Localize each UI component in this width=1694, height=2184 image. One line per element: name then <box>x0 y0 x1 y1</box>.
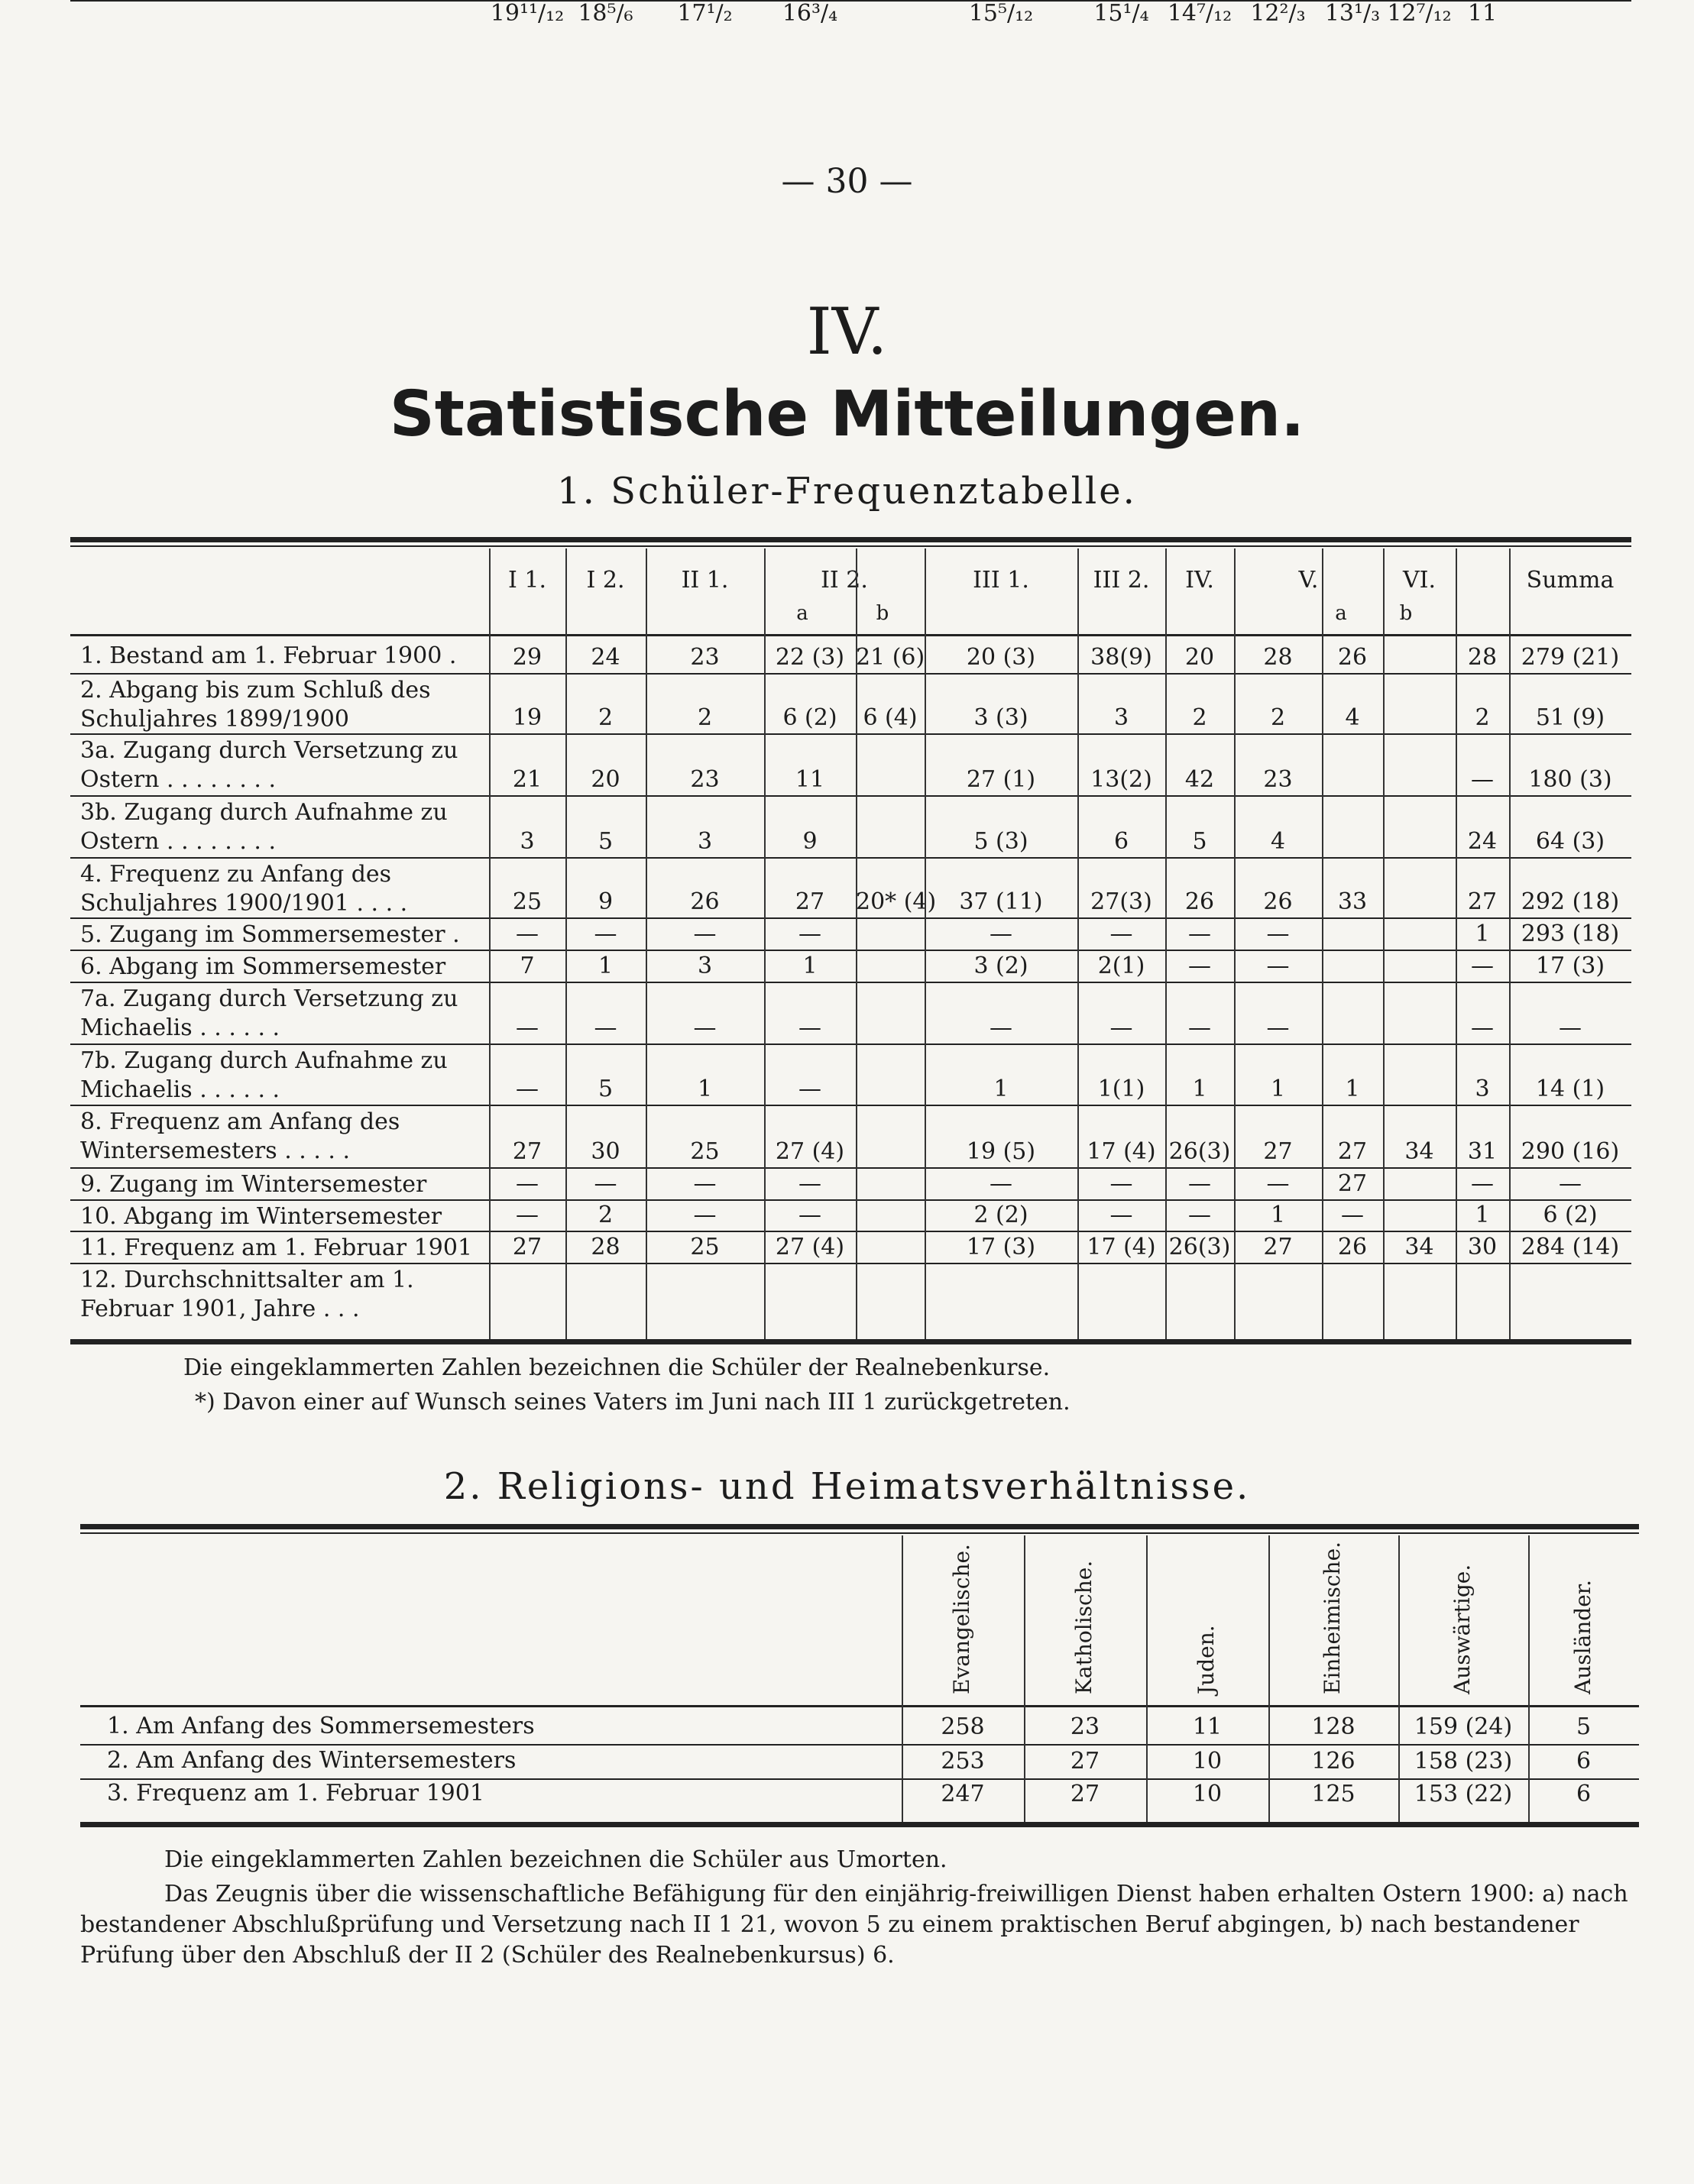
table-cell: — <box>1188 1170 1211 1197</box>
row-rule <box>70 1263 1631 1264</box>
table-cell: 11 <box>795 766 825 793</box>
column-divider <box>925 548 926 1339</box>
table-cell: 17 (3) <box>1535 953 1605 979</box>
table-cell: 284 (14) <box>1521 1234 1620 1260</box>
column-divider <box>1398 1535 1400 1822</box>
table-cell: 27 (4) <box>775 1138 845 1165</box>
table-cell: 64 (3) <box>1535 828 1605 855</box>
row-label: 5. Zugang im Sommersemester . <box>80 921 460 948</box>
table-cell: — <box>798 1014 821 1041</box>
table-cell: — <box>516 1170 539 1197</box>
table-cell: 12⁷/₁₂ <box>1387 0 1452 27</box>
table-cell: 11 <box>1192 1713 1223 1740</box>
table-cell: — <box>990 1014 1012 1041</box>
table-cell: 1 <box>1270 1202 1286 1228</box>
table-bottom-rule <box>70 1339 1631 1344</box>
table-cell: 180 (3) <box>1528 766 1612 793</box>
table-cell: 17 (4) <box>1087 1234 1156 1260</box>
column-divider <box>1024 1535 1025 1822</box>
table-cell: 153 (22) <box>1414 1781 1513 1807</box>
table-cell: 23 <box>1263 766 1293 793</box>
table-cell: 3 (3) <box>973 704 1028 731</box>
column-divider <box>1456 548 1457 1339</box>
table-cell: 1 <box>802 953 818 979</box>
table-cell: — <box>798 1202 821 1228</box>
table-cell: 27 <box>512 1234 543 1260</box>
table-cell: 1 <box>1270 1076 1286 1102</box>
table-cell: 14⁷/₁₂ <box>1167 0 1232 27</box>
sub-header-a: a <box>1335 602 1347 625</box>
table-cell: — <box>1266 953 1290 979</box>
column-header: II 1. <box>681 567 729 594</box>
table-cell: 21 <box>512 766 543 793</box>
row-label: 7a. Zugang durch Versetzung zu Michaelis . . . . . . <box>80 985 458 1041</box>
table-cell: 2 <box>1270 704 1286 731</box>
table-top-rule-2 <box>80 1532 1639 1534</box>
table-cell: 26 <box>1337 1234 1368 1260</box>
table-cell: 26(3) <box>1168 1234 1231 1260</box>
column-divider <box>1509 548 1511 1339</box>
table-cell: 6 <box>1576 1781 1592 1807</box>
table-cell: 37 (11) <box>959 888 1043 915</box>
row-rule <box>70 1231 1631 1232</box>
table-cell: — <box>516 1202 539 1228</box>
table-cell: 3 <box>697 953 713 979</box>
column-divider <box>489 548 491 1339</box>
table-cell: 7 <box>520 953 535 979</box>
row-label: 11. Frequenz am 1. Februar 1901 <box>80 1234 473 1261</box>
table-cell: 24 <box>1467 828 1498 855</box>
table-cell: 3 <box>697 828 713 855</box>
table-cell: 27 <box>1467 888 1498 915</box>
sub-header-b: b <box>876 602 889 625</box>
row-label: 8. Frequenz am Anfang des Wintersemesters . . . . . <box>80 1108 400 1164</box>
table-cell: — <box>693 1170 717 1197</box>
table-cell: 21 (6) <box>856 644 925 671</box>
table-cell: — <box>594 1170 617 1197</box>
table-cell: 1 <box>1345 1076 1360 1102</box>
table-cell: 42 <box>1184 766 1215 793</box>
table-cell: 2(1) <box>1097 953 1145 979</box>
column-divider <box>1077 548 1079 1339</box>
row-rule <box>70 673 1631 675</box>
table-cell: 20* (4) <box>856 888 937 915</box>
column-header: III 2. <box>1093 567 1150 594</box>
table-cell: 27 <box>1337 1138 1368 1165</box>
column-divider <box>646 548 647 1339</box>
table-cell: 2 <box>598 1202 614 1228</box>
header-rule <box>70 634 1631 636</box>
table-cell: 17 (4) <box>1087 1138 1156 1165</box>
table-cell: 16³/₄ <box>782 0 838 27</box>
table-cell: 17¹/₂ <box>677 0 733 27</box>
table-cell: 1 <box>993 1076 1009 1102</box>
table-cell: 18⁵/₆ <box>578 0 633 27</box>
column-header: Auswärtige. <box>1449 1564 1475 1694</box>
table-cell: 6 (4) <box>863 704 918 731</box>
row-label: 10. Abgang im Wintersemester <box>80 1203 442 1230</box>
column-header: Einheimische. <box>1320 1541 1345 1694</box>
table-cell: 6 (2) <box>1543 1202 1598 1228</box>
table-cell: 5 <box>598 828 614 855</box>
row-label: 12. Durchschnittsalter am 1. Februar 1901, Jahre . . . <box>80 1267 414 1322</box>
column-divider <box>764 548 766 1339</box>
table-cell: 3 (2) <box>973 953 1028 979</box>
table-cell: — <box>990 921 1012 947</box>
table-cell: — <box>693 1014 717 1041</box>
table-cell: 34 <box>1404 1138 1434 1165</box>
row-rule <box>70 982 1631 983</box>
table-cell: 26(3) <box>1168 1138 1231 1165</box>
table-cell: 27 <box>795 888 825 915</box>
table-cell: — <box>1188 1202 1211 1228</box>
column-header: V. <box>1298 567 1319 594</box>
table-cell: — <box>990 1170 1012 1197</box>
column-header: I 1. <box>507 567 546 594</box>
row-rule <box>70 0 1631 2</box>
table-cell: — <box>1341 1202 1364 1228</box>
table-cell: — <box>1559 1014 1582 1041</box>
table-cell: 5 <box>1192 828 1207 855</box>
table-cell: — <box>1266 1014 1290 1041</box>
table-cell: 38(9) <box>1090 644 1152 671</box>
table-cell: — <box>516 1076 539 1102</box>
table-cell: 34 <box>1404 1234 1434 1260</box>
table-cell: 1 <box>1475 921 1490 947</box>
table-top-rule-2 <box>70 545 1631 547</box>
table-cell: — <box>1109 1202 1133 1228</box>
table-cell: 3 <box>520 828 535 855</box>
table-cell: 6 (2) <box>782 704 837 731</box>
table-cell: 9 <box>802 828 818 855</box>
column-header: II 2. <box>821 567 868 594</box>
table-cell: — <box>1266 1170 1290 1197</box>
row-label: 4. Frequenz zu Anfang des Schuljahres 1900/1901 . . . . <box>80 861 408 917</box>
table-cell: — <box>693 921 717 947</box>
table-cell: 27 (4) <box>775 1234 845 1260</box>
table-cell: 293 (18) <box>1521 921 1620 947</box>
table-cell: 28 <box>1467 644 1498 671</box>
table-cell: 25 <box>512 888 543 915</box>
row-rule <box>70 1167 1631 1169</box>
page-title: Statistische Mitteilungen. <box>389 378 1305 451</box>
table-cell: — <box>1471 1014 1494 1041</box>
table-cell: 1 <box>1192 1076 1207 1102</box>
column-header: Katholische. <box>1071 1560 1096 1694</box>
table-cell: 20 (3) <box>966 644 1036 671</box>
table-cell: 5 <box>1576 1713 1592 1740</box>
religion-note: Die eingeklammerten Zahlen bezeichnen die Schüler aus Umorten. <box>164 1846 947 1873</box>
table-cell: 290 (16) <box>1521 1138 1620 1165</box>
table-cell: 19¹¹/₁₂ <box>490 0 565 27</box>
table-top-rule <box>80 1524 1639 1529</box>
table-cell: 1(1) <box>1097 1076 1145 1102</box>
table-cell: 33 <box>1337 888 1368 915</box>
table-cell: 4 <box>1345 704 1360 731</box>
table-cell: 24 <box>591 644 620 671</box>
table-cell: 27 (1) <box>966 766 1036 793</box>
table-cell: 258 <box>941 1713 985 1740</box>
table-cell: 2 <box>1475 704 1490 731</box>
table-cell: 17 (3) <box>966 1234 1036 1260</box>
column-header: Evangelische. <box>949 1544 974 1694</box>
table-cell: 6 <box>1113 828 1129 855</box>
table-cell: 31 <box>1467 1138 1498 1165</box>
table-cell: 5 (3) <box>973 828 1028 855</box>
row-rule <box>70 795 1631 797</box>
table-cell: 20 <box>591 766 620 793</box>
table-cell: 23 <box>690 766 720 793</box>
row-label: 9. Zugang im Wintersemester <box>80 1171 427 1198</box>
table-cell: 27 <box>1263 1138 1293 1165</box>
row-label: 3. Frequenz am 1. Februar 1901 <box>107 1780 484 1807</box>
table-cell: 20 <box>1184 644 1215 671</box>
table-cell: 25 <box>690 1234 720 1260</box>
table-cell: 15¹/₄ <box>1093 0 1149 27</box>
table-cell: 13(2) <box>1090 766 1152 793</box>
table-cell: — <box>798 1076 821 1102</box>
table-cell: 253 <box>941 1748 985 1775</box>
table-cell: 19 (5) <box>966 1138 1036 1165</box>
column-divider <box>856 548 857 1339</box>
table-cell: — <box>1109 1014 1133 1041</box>
table-cell: 19 <box>512 704 543 731</box>
table-cell: 3 <box>1113 704 1129 731</box>
table-cell: — <box>594 921 617 947</box>
row-label: 3a. Zugang durch Versetzung zu Ostern . . . . . . . . <box>80 737 458 793</box>
table-cell: 1 <box>697 1076 713 1102</box>
table-cell: 125 <box>1311 1781 1356 1807</box>
table-cell: — <box>1109 1170 1133 1197</box>
frequency-table-title: 1. Schüler-Frequenztabelle. <box>557 470 1137 513</box>
table-cell: 6 <box>1576 1748 1592 1775</box>
table-cell: 128 <box>1311 1713 1356 1740</box>
table-cell: 13¹/₃ <box>1324 0 1381 27</box>
table-cell: 158 (23) <box>1414 1748 1513 1775</box>
table-cell: — <box>516 1014 539 1041</box>
row-rule <box>70 950 1631 951</box>
table-cell: — <box>1188 953 1211 979</box>
table-cell: 30 <box>591 1138 620 1165</box>
table-cell: 279 (21) <box>1521 644 1620 671</box>
table-cell: — <box>798 1170 821 1197</box>
table-cell: — <box>1109 921 1133 947</box>
table-cell: 247 <box>941 1781 985 1807</box>
frequency-note-1: Die eingeklammerten Zahlen bezeichnen die Schüler der Realnebenkurse. <box>183 1354 1051 1381</box>
table-cell: 28 <box>591 1234 620 1260</box>
column-divider <box>1322 548 1323 1339</box>
table-cell: 126 <box>1311 1748 1356 1775</box>
table-cell: — <box>1188 921 1211 947</box>
table-cell: 27(3) <box>1090 888 1152 915</box>
column-header: Ausländer. <box>1569 1579 1595 1694</box>
table-cell: 2 <box>598 704 614 731</box>
table-cell: 23 <box>690 644 720 671</box>
row-rule <box>70 1105 1631 1106</box>
table-cell: 26 <box>1337 644 1368 671</box>
table-cell: — <box>798 921 821 947</box>
row-label: 1. Bestand am 1. Februar 1900 . <box>80 642 457 669</box>
table-cell: 292 (18) <box>1521 888 1620 915</box>
table-cell: 4 <box>1270 828 1286 855</box>
table-cell: 27 <box>512 1138 543 1165</box>
row-label: 2. Am Anfang des Wintersemesters <box>107 1747 517 1774</box>
table-top-rule <box>70 537 1631 542</box>
table-cell: — <box>693 1202 717 1228</box>
row-label: 3b. Zugang durch Aufnahme zu Ostern . . . . . . . . <box>80 799 448 855</box>
table-cell: 11 <box>1467 0 1498 27</box>
table-cell: 159 (24) <box>1414 1713 1513 1740</box>
certificate-paragraph: Das Zeugnis über die wissenschaftliche Befähigung für den einjährig-freiwilligen Dienst haben erhalten Ostern 1900: a) nach bestandener Abschlußprüfung und Versetzung nach II 1 21, wovon 5 zu einem praktischen Beruf abgingen, b) nach bestandener Prüfung über den Abschluß der II 2 (Schüler des Realnebenkursus) 6. <box>80 1881 1628 1969</box>
table-cell: 10 <box>1192 1748 1223 1775</box>
table-cell: — <box>1471 1170 1494 1197</box>
column-divider <box>1234 548 1236 1339</box>
table-cell: 5 <box>598 1076 614 1102</box>
row-label: 7b. Zugang durch Aufnahme zu Michaelis . . . . . . <box>80 1047 448 1103</box>
table-cell: — <box>1188 1014 1211 1041</box>
table-cell: 9 <box>598 888 614 915</box>
table-cell: 23 <box>1070 1713 1100 1740</box>
table-cell: — <box>1266 921 1290 947</box>
table-cell: 1 <box>598 953 614 979</box>
row-label: 1. Am Anfang des Sommersemesters <box>107 1713 535 1739</box>
column-divider <box>1383 548 1385 1339</box>
table-cell: 27 <box>1070 1748 1100 1775</box>
table-cell: 26 <box>690 888 720 915</box>
row-rule <box>70 1043 1631 1045</box>
column-divider <box>1165 548 1167 1339</box>
row-label: 2. Abgang bis zum Schluß des Schuljahres 1899/1900 <box>80 677 431 733</box>
table-cell: 22 (3) <box>775 644 845 671</box>
frequency-note-2: *) Davon einer auf Wunsch seines Vaters im Juni nach III 1 zurückgetreten. <box>195 1389 1070 1416</box>
column-divider <box>1146 1535 1148 1822</box>
table-cell: 15⁵/₁₂ <box>968 0 1034 27</box>
table-cell: 3 <box>1475 1076 1490 1102</box>
column-header: VI. <box>1402 567 1436 594</box>
table-cell: 27 <box>1070 1781 1100 1807</box>
table-cell: 30 <box>1467 1234 1498 1260</box>
column-divider <box>1528 1535 1530 1822</box>
table-cell: 2 <box>1192 704 1207 731</box>
table-cell: 26 <box>1184 888 1215 915</box>
table-cell: 2 <box>697 704 713 731</box>
table-bottom-rule <box>80 1822 1639 1827</box>
table-cell: 51 (9) <box>1535 704 1605 731</box>
table-cell: 10 <box>1192 1781 1223 1807</box>
table-cell: 2 (2) <box>973 1202 1028 1228</box>
column-header: Summa <box>1526 567 1615 594</box>
table-cell: 25 <box>690 1138 720 1165</box>
row-rule <box>70 857 1631 859</box>
table-cell: — <box>1471 953 1494 979</box>
page-number: — 30 — <box>781 162 913 201</box>
table-cell: 29 <box>512 644 543 671</box>
column-header: III 1. <box>973 567 1029 594</box>
table-cell: 14 (1) <box>1535 1076 1605 1102</box>
column-header: Juden. <box>1194 1625 1219 1694</box>
sub-header-a: a <box>796 602 808 625</box>
table-cell: 28 <box>1263 644 1293 671</box>
header-rule <box>80 1705 1639 1707</box>
table-cell: — <box>1559 1170 1582 1197</box>
row-label: 6. Abgang im Sommersemester <box>80 953 446 980</box>
column-header: I 2. <box>586 567 625 594</box>
chapter-number: IV. <box>806 294 888 369</box>
table-cell: 1 <box>1475 1202 1490 1228</box>
table-cell: — <box>1471 766 1494 793</box>
row-rule <box>70 1199 1631 1201</box>
table-cell: 27 <box>1263 1234 1293 1260</box>
column-divider <box>565 548 567 1339</box>
row-rule <box>80 1744 1639 1746</box>
table-cell: 26 <box>1263 888 1293 915</box>
column-divider <box>1268 1535 1270 1822</box>
row-rule <box>70 733 1631 735</box>
table-cell: 12²/₃ <box>1250 0 1306 27</box>
table-cell: — <box>516 921 539 947</box>
row-rule <box>70 917 1631 919</box>
table-cell: 27 <box>1337 1170 1368 1197</box>
sub-header-b: b <box>1399 602 1413 625</box>
column-divider <box>902 1535 903 1822</box>
religion-table-title: 2. Religions- und Heimatsverhältnisse. <box>443 1465 1251 1508</box>
column-header: IV. <box>1185 567 1214 594</box>
table-cell: — <box>594 1014 617 1041</box>
